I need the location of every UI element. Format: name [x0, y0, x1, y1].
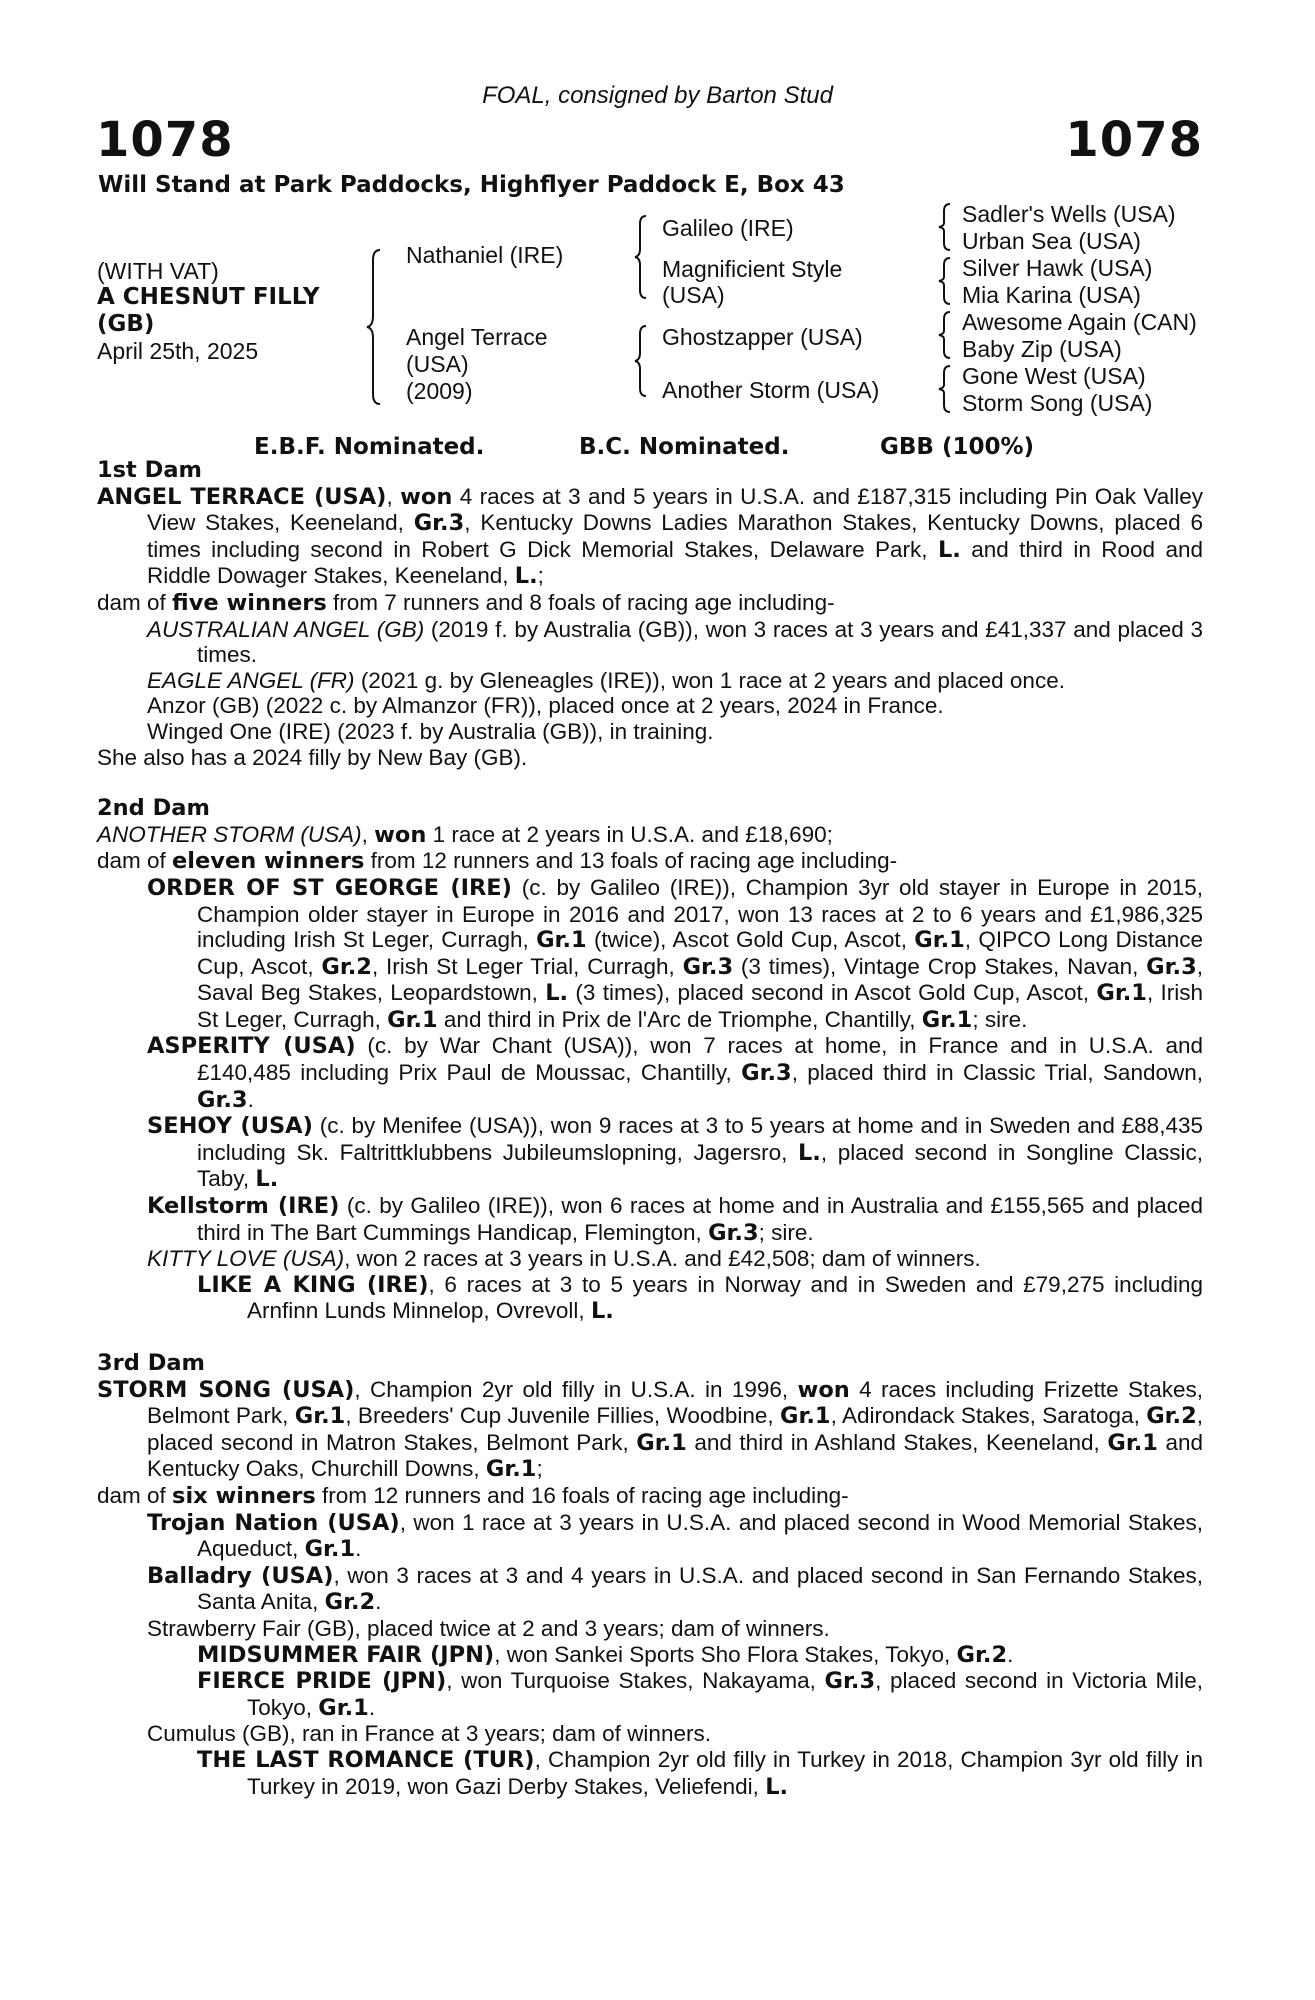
text: .: [368, 1694, 376, 1720]
progeny-name: ORDER OF ST GEORGE (IRE): [147, 874, 512, 901]
grade-badge: Gr.3: [197, 1086, 248, 1113]
grade-badge: Gr.3: [1146, 953, 1197, 980]
progeny-entry: Winged One (IRE) (2023 f. by Australia (GB)), in training.: [147, 718, 714, 744]
text: 1 race at 2 years in U.S.A. and £18,690;: [426, 821, 833, 847]
pedigree-dam-dam: Another Storm (USA): [662, 377, 880, 403]
progeny-entry: [97, 617, 1203, 668]
text: dam of: [97, 1482, 173, 1508]
pedigree-sire-sire: Galileo (IRE): [662, 215, 794, 241]
text: , placed third in Classic Trial, Sandown,: [791, 1060, 1203, 1086]
pedigree-g3: Silver Hawk (USA): [962, 255, 1153, 281]
grade-badge: Gr.1: [1096, 980, 1147, 1007]
ebf-nomination: E.B.F. Nominated.: [254, 434, 485, 460]
vat-note: (WITH VAT): [97, 258, 219, 284]
pedigree-sire: Nathaniel (IRE): [406, 242, 564, 268]
text: and third in Ashland Stakes, Keeneland,: [686, 1429, 1108, 1455]
pedigree-brace-g3d: [938, 364, 958, 414]
grand-progeny-entry: [97, 1272, 1203, 1325]
pedigree-g7: Gone West (USA): [962, 363, 1146, 389]
text: , placed second in Songline Classic, Taby,: [197, 1139, 1203, 1192]
text: and Kentucky Oaks, Churchill Downs,: [147, 1429, 1203, 1482]
progeny-entry: [97, 668, 1203, 694]
text: from 12 runners and 16 foals of racing age including-: [315, 1482, 849, 1508]
listed-badge: L.: [797, 1139, 821, 1166]
text: (2021 g. by Gleneagles (IRE)), won 1 race at 2 years and placed once.: [354, 667, 1065, 693]
grade-badge: Gr.1: [387, 1006, 438, 1033]
pedigree-brace-g3a: [938, 202, 958, 252]
text: ; sire.: [758, 1219, 814, 1245]
text: , 6 races at 3 to 5 years in Norway and in Sweden and £79,275 including Arnfinn Lunds Minnelop, Ovrevoll,: [247, 1271, 1203, 1324]
pedigree-g8: Storm Song (USA): [962, 390, 1153, 416]
winners-count: eleven winners: [172, 848, 365, 875]
listed-badge: L.: [765, 1773, 789, 1800]
won-label: won: [797, 1376, 850, 1403]
text: (c. by War Chant (USA)), won 7 races at home, in France and in U.S.A. and £140,485 including Prix Paul de Moussac, Chantilly,: [197, 1033, 1203, 1086]
text: from 12 runners and 13 foals of racing age including-: [364, 848, 898, 874]
text: , won Turquoise Stakes, Nakayama,: [446, 1668, 825, 1694]
separator: ,: [386, 483, 401, 509]
second-dam-produce-summary: [97, 848, 1203, 875]
text: .: [247, 1086, 254, 1112]
text: (c. by Galileo (IRE)), Champion 3yr old stayer in Europe in 2015, Champion older stayer in Europe in 2016 and 2017, won 13 races at 2 to 6 years and £1,986,325 including Irish St Leger, Curragh,: [197, 874, 1203, 953]
grade-badge: Gr.3: [824, 1668, 876, 1695]
progeny-name: FIERCE PRIDE (JPN): [197, 1668, 447, 1695]
text: 4 races including Frizette Stakes, Belmont Park,: [147, 1376, 1204, 1429]
text: .: [355, 1536, 362, 1562]
pedigree-g1: Sadler's Wells (USA): [962, 201, 1176, 227]
listed-badge: L.: [545, 980, 569, 1007]
progeny-entry: [97, 875, 1203, 1034]
text: and third in Prix de l'Arc de Triomphe, Chantilly,: [437, 1006, 922, 1032]
pedigree-sire-dam-line1: Magnificient Style: [662, 256, 843, 282]
grade-badge: Gr.1: [536, 927, 587, 954]
second-dam-entry: [97, 822, 1203, 849]
progeny-name: LIKE A KING (IRE): [197, 1271, 429, 1298]
text: .: [375, 1589, 382, 1615]
grade-badge: Gr.2: [956, 1641, 1008, 1668]
text: , Breeders' Cup Juvenile Fillies, Woodbine,: [345, 1403, 781, 1429]
grand-progeny-entry: [97, 1642, 1203, 1669]
consignment-line: FOAL, consigned by Barton Stud: [482, 82, 833, 109]
third-dam-produce-summary: [97, 1483, 1203, 1510]
bc-nomination: B.C. Nominated.: [579, 434, 790, 460]
listed-badge: L.: [514, 563, 538, 590]
grand-progeny-entry: [97, 1747, 1203, 1800]
grade-badge: Gr.1: [318, 1694, 369, 1721]
text: , Champion 2yr old filly in Turkey in 2018, Champion 3yr old filly in Turkey in 2019, won Gazi Derby Stakes, Veliefendi,: [247, 1746, 1203, 1799]
separator: ,: [361, 821, 375, 847]
text: (twice), Ascot Gold Cup, Ascot,: [586, 927, 915, 953]
text: , won 3 races at 3 and 4 years in U.S.A. and placed second in San Fernando Stakes, Santa Anita,: [197, 1562, 1203, 1615]
first-dam-entry: [97, 484, 1203, 590]
lot-name-line1: A CHESNUT FILLY: [97, 284, 320, 310]
progeny-entry: [97, 1113, 1203, 1193]
listed-badge: L.: [590, 1298, 614, 1325]
text: , placed second in Victoria Mile, Tokyo,: [247, 1668, 1203, 1720]
text: ; sire.: [972, 1006, 1028, 1032]
first-dam-heading: 1st Dam: [97, 457, 202, 483]
text: (2019 f. by Australia (GB)), won 3 races at 3 years and £41,337 and placed 3 times.: [197, 616, 1203, 668]
grade-badge: Gr.1: [780, 1403, 831, 1430]
text: , Irish St Leger Trial, Curragh,: [371, 953, 683, 979]
pedigree-g5: Awesome Again (CAN): [962, 309, 1197, 335]
progeny-name: ASPERITY (USA): [147, 1033, 356, 1060]
text: , won Sankei Sports Sho Flora Stakes, Tokyo,: [494, 1641, 957, 1667]
grand-progeny-entry: [97, 1668, 1203, 1721]
progeny-name: EAGLE ANGEL (FR): [147, 667, 355, 693]
pedigree-g4: Mia Karina (USA): [962, 282, 1141, 308]
progeny-entry: Anzor (GB) (2022 c. by Almanzor (FR)), placed once at 2 years, 2024 in France.: [147, 693, 944, 719]
grade-badge: Gr.3: [682, 953, 734, 980]
grade-badge: Gr.1: [304, 1536, 356, 1563]
also-note: She also has a 2024 filly by New Bay (GB).: [97, 744, 528, 770]
grade-badge: Gr.1: [485, 1456, 537, 1483]
pedigree-dam-line3: (2009): [406, 378, 473, 404]
pedigree-sire-dam-line2: (USA): [662, 282, 725, 308]
third-dam-heading: 3rd Dam: [97, 1350, 205, 1376]
progeny-entry: Cumulus (GB), ran in France at 3 years; dam of winners.: [147, 1721, 711, 1747]
lot-number-right: 1078: [1065, 112, 1203, 168]
text: , Saval Beg Stakes, Leopardstown,: [197, 953, 1203, 1006]
grade-badge: Gr.3: [708, 1219, 759, 1246]
text: and third in Rood and Riddle Dowager Stakes, Keeneland,: [147, 536, 1203, 589]
text: , Champion 2yr old filly in U.S.A. in 1996,: [354, 1376, 798, 1402]
progeny-entry: [97, 1193, 1203, 1246]
second-dam-heading: 2nd Dam: [97, 795, 210, 822]
text: , Irish St Leger, Curragh,: [197, 980, 1203, 1032]
gbb-status: GBB (100%): [880, 434, 1035, 460]
grade-badge: Gr.1: [1107, 1429, 1158, 1456]
lot-number-left: 1078: [96, 112, 234, 168]
listed-badge: L.: [937, 536, 961, 563]
pedigree-g2: Urban Sea (USA): [962, 228, 1141, 254]
grade-badge: Gr.1: [914, 927, 965, 954]
progeny-name: Trojan Nation (USA): [147, 1509, 400, 1536]
grade-badge: Gr.3: [741, 1060, 792, 1087]
text: , placed second in Matron Stakes, Belmont Park,: [147, 1403, 1204, 1455]
progeny-entry: Strawberry Fair (GB), placed twice at 2 and 3 years; dam of winners.: [147, 1615, 830, 1641]
first-dam-name: ANGEL TERRACE (USA): [97, 483, 387, 510]
text: 4 races at 3 and 5 years in U.S.A. and £187,315 including Pin Oak Valley View Stakes, Keeneland,: [147, 483, 1203, 536]
grade-badge: Gr.2: [1146, 1403, 1197, 1430]
pedigree-dam-sire: Ghostzapper (USA): [662, 324, 863, 350]
text: (3 times), placed second in Ascot Gold Cup, Ascot,: [568, 980, 1097, 1006]
text: ;: [537, 563, 544, 589]
text: dam of: [97, 589, 173, 615]
text: dam of: [97, 848, 173, 874]
progeny-name: Balladry (USA): [147, 1562, 334, 1589]
pedigree-g6: Baby Zip (USA): [962, 336, 1122, 362]
progeny-name: AUSTRALIAN ANGEL (GB): [147, 616, 425, 642]
catalogue-body: [97, 458, 1203, 1800]
grade-badge: Gr.3: [413, 510, 465, 537]
progeny-entry: [97, 1563, 1203, 1616]
lot-name-line2: (GB): [97, 311, 155, 337]
text: , won 1 race at 3 years in U.S.A. and placed second in Wood Memorial Stakes, Aqueduct,: [197, 1509, 1203, 1562]
foaled-date: April 25th, 2025: [97, 338, 259, 364]
text: (c. by Galileo (IRE)), won 6 races at home and in Australia and £155,565 and placed third in The Bart Cummings Handicap, Flemington,: [197, 1193, 1203, 1245]
progeny-name: SEHOY (USA): [147, 1113, 313, 1140]
third-dam-entry: [97, 1377, 1203, 1483]
pedigree-dam-line1: Angel Terrace: [406, 324, 548, 350]
text: , Kentucky Downs Ladies Marathon Stakes, Kentucky Downs, placed 6 times including second in Robert G Dick Memorial Stakes, Delaware Park,: [147, 510, 1203, 562]
grade-badge: Gr.2: [324, 1589, 376, 1616]
progeny-entry: [97, 1246, 1203, 1272]
grade-badge: Gr.2: [321, 953, 372, 980]
pedigree-brace-g3c: [938, 310, 958, 360]
winners-count: six winners: [172, 1482, 316, 1509]
listed-badge: L.: [255, 1166, 279, 1193]
text: (3 times), Vintage Crop Stakes, Navan,: [733, 953, 1147, 979]
text: , Adirondack Stakes, Saratoga,: [830, 1403, 1147, 1429]
progeny-name: MIDSUMMER FAIR (JPN): [197, 1641, 495, 1668]
grade-badge: Gr.1: [294, 1403, 346, 1430]
third-dam-name: STORM SONG (USA): [97, 1376, 355, 1403]
pedigree-brace-sire: [634, 214, 654, 300]
grade-badge: Gr.1: [636, 1429, 687, 1456]
second-dam-name: ANOTHER STORM (USA): [97, 821, 362, 847]
pedigree-dam-line2: (USA): [406, 351, 469, 377]
pedigree-brace-g3b: [938, 256, 958, 306]
winners-count: five winners: [172, 589, 327, 616]
progeny-name: KITTY LOVE (USA): [147, 1246, 345, 1272]
stand-location: Will Stand at Park Paddocks, Highflyer Paddock E, Box 43: [98, 172, 845, 198]
text: ;: [536, 1456, 543, 1482]
progeny-entry: [97, 1510, 1203, 1563]
won-label: won: [400, 483, 453, 510]
won-label: won: [374, 821, 427, 848]
progeny-name: THE LAST ROMANCE (TUR): [197, 1746, 535, 1773]
text: , QIPCO Long Distance Cup, Ascot,: [197, 927, 1204, 979]
grade-badge: Gr.1: [921, 1006, 973, 1033]
first-dam-produce-summary: [97, 590, 1203, 617]
pedigree-brace-dam: [634, 324, 654, 398]
progeny-name: Kellstorm (IRE): [147, 1193, 340, 1220]
progeny-entry: [97, 1033, 1203, 1113]
pedigree-brace-gen1: [366, 248, 390, 406]
text: (c. by Menifee (USA)), won 9 races at 3 to 5 years at home and in Sweden and £88,435 including Sk. Faltrittklubbens Jubileumslopning, Jagersro,: [197, 1113, 1203, 1165]
text: from 7 runners and 8 foals of racing age including-: [326, 589, 835, 615]
text: .: [1007, 1641, 1014, 1667]
text: , won 2 races at 3 years in U.S.A. and £42,508; dam of winners.: [344, 1246, 981, 1272]
